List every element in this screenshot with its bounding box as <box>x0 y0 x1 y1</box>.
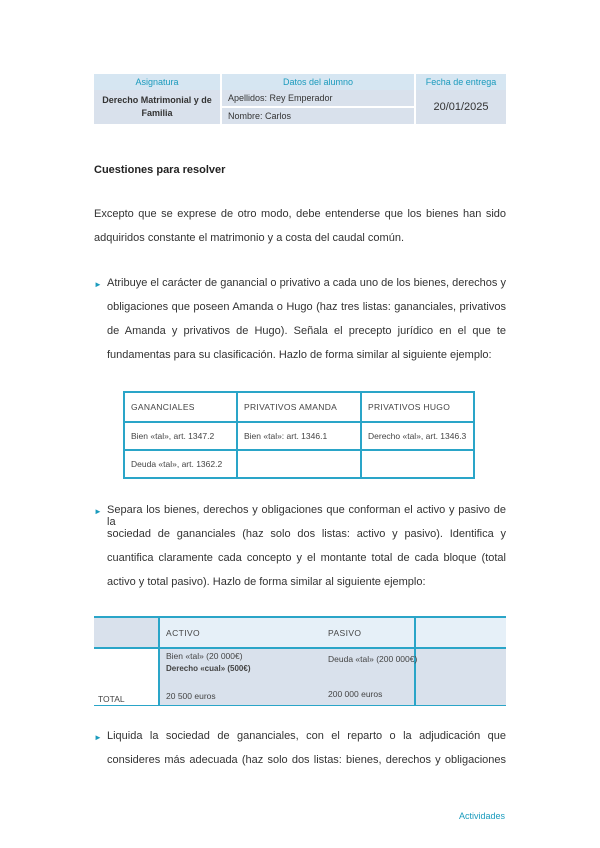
header-table <box>94 74 506 124</box>
t2-activo-item: Derecho «cual» (500€) <box>166 664 251 673</box>
bullet-arrow-icon: ► <box>94 733 102 742</box>
t2-total-activo: 20 500 euros <box>166 691 216 701</box>
q2-line-2: sociedad de gananciales (haz solo dos listas: activo y pasivo). Identifica y <box>107 528 506 540</box>
header-col-student: Datos del alumno <box>221 74 415 90</box>
t2-total-pasivo: 200 000 euros <box>328 689 383 699</box>
q3-line-1: Liquida la sociedad de gananciales, con el reparto o la adjudicación que <box>107 730 506 742</box>
footer-label: Actividades <box>459 811 506 821</box>
example-table-2 <box>94 616 506 706</box>
bullet-arrow-icon: ► <box>94 280 102 289</box>
q1-line-2: obligaciones que poseen Amanda o Hugo (haz tres listas: gananciales, privativos <box>107 301 506 313</box>
bullet-arrow-icon: ► <box>94 507 102 516</box>
section-title: Cuestiones para resolver <box>94 164 226 176</box>
q1-line-4: fundamentas para su clasificación. Hazlo de forma similar al siguiente ejemplo: <box>107 349 492 361</box>
t2-activo-item: Bien «tal» (20 000€) <box>166 651 243 661</box>
t2-total-label: TOTAL <box>98 694 125 704</box>
t2-header-pasivo: PASIVO <box>328 628 362 638</box>
q1-line-3: de Amanda y privativos de Hugo). Señala el precepto jurídico en el que te <box>107 325 506 337</box>
q3-line-2: consideres más adecuada (haz solo dos listas: bienes, derechos y obligaciones <box>107 754 506 766</box>
q1-line-1: Atribuye el carácter de ganancial o privativo a cada uno de los bienes, derechos y <box>107 277 506 289</box>
t2-corner-cell <box>94 618 158 647</box>
t1-header-gananciales: GANANCIALES <box>124 392 237 422</box>
t2-header-pasivo-cell <box>416 618 506 647</box>
t1-cell <box>237 450 361 478</box>
t1-header-privativos-amanda: PRIVATIVOS AMANDA <box>237 392 361 422</box>
q2-line-1: Separa los bienes, derechos y obligaciones que conforman el activo y pasivo de la <box>107 504 506 528</box>
t2-header-activo: ACTIVO <box>166 628 201 638</box>
t1-header-privativos-hugo: PRIVATIVOS HUGO <box>361 392 474 422</box>
example-table-1 <box>123 391 475 479</box>
t1-cell: Deuda «tal», art. 1362.2 <box>124 450 237 478</box>
q2-line-3: cuantifica claramente cada concepto y el montante total de cada bloque (total <box>107 552 506 564</box>
t2-bottom-rule <box>94 705 506 706</box>
header-col-date: Fecha de entrega <box>415 74 506 90</box>
t1-cell: Bien «tal»: art. 1346.1 <box>237 422 361 450</box>
surname-value: Apellidos: Rey Emperador <box>221 90 415 107</box>
name-value: Nombre: Carlos <box>221 107 415 124</box>
t1-cell: Derecho «tal», art. 1346.3 <box>361 422 474 450</box>
subject-value: Derecho Matrimonial y de Familia <box>94 90 221 124</box>
intro-line-2: adquiridos constante el matrimonio y a costa del caudal común. <box>94 232 405 244</box>
header-col-subject: Asignatura <box>94 74 221 90</box>
intro-line-1: Excepto que se exprese de otro modo, debe entenderse que los bienes han sido <box>94 208 506 220</box>
t1-cell <box>361 450 474 478</box>
date-value: 20/01/2025 <box>415 90 506 124</box>
t1-cell: Bien «tal», art. 1347.2 <box>124 422 237 450</box>
t2-pasivo-cell <box>416 649 506 705</box>
q2-line-4: activo y total pasivo). Hazlo de forma similar al siguiente ejemplo: <box>107 576 426 588</box>
t2-pasivo-item: Deuda «tal» (200 000€) <box>328 654 418 664</box>
